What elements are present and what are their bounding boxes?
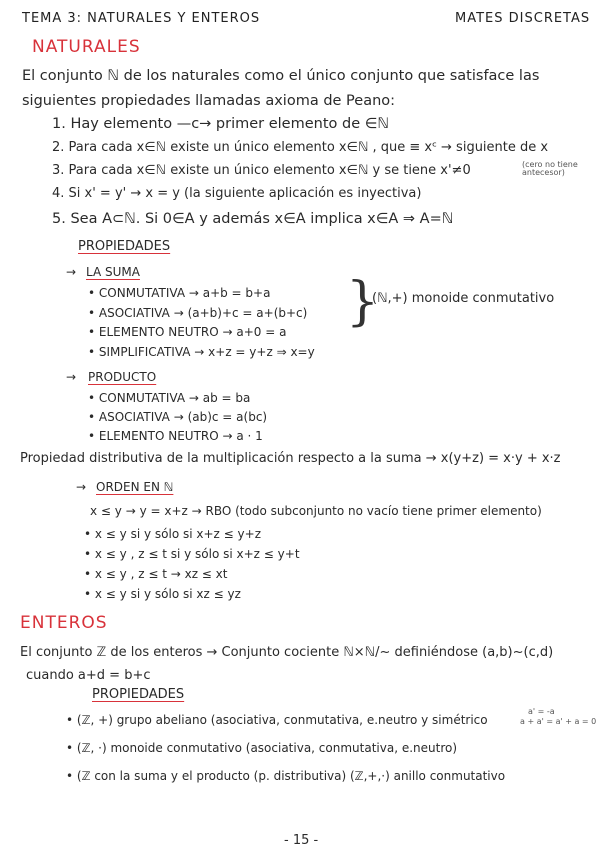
axiom-3: 3. Para cada x∈ℕ existe un único elemento x∈ℕ y se tiene x'≠0: [52, 163, 471, 178]
enteros-anillo: • (ℤ con la suma y el producto (p. distributiva) (ℤ,+,·) anillo conmutativo: [66, 769, 506, 783]
axiom-2: 2. Para cada x∈ℕ existe un único elemento x∈ℕ , que ≡ xᶜ → siguiente de x: [52, 140, 549, 155]
axiom-1: 1. Hay elemento —c→ primer elemento de ∈ℕ: [52, 116, 389, 132]
naturales-intro-line-2: siguientes propiedades llamadas axioma de Peano:: [22, 93, 396, 109]
suma-elemento-neutro: • ELEMENTO NEUTRO → a+0 = a: [88, 325, 287, 339]
simetrico-note-2: a + a' = a' + a = 0: [520, 717, 597, 726]
axiom-5: 5. Sea A⊂ℕ. Si 0∈A y además x∈A implica x∈A ⇒ A=ℕ: [52, 211, 454, 227]
enteros-grupo-abeliano: • (ℤ, +) grupo abeliano (asociativa, conmutativa, e.neutro y simétrico: [66, 713, 488, 727]
naturales-intro-line-1: El conjunto ℕ de los naturales como el único conjunto que satisface las: [22, 68, 540, 84]
producto-conmutativa: • CONMUTATIVA → ab = ba: [88, 391, 251, 405]
propiedad-distributiva: Propiedad distributiva de la multiplicación respecto a la suma → x(y+z) = x·y + x·z: [20, 451, 561, 466]
producto-elemento-neutro: • ELEMENTO NEUTRO → a · 1: [88, 429, 263, 443]
enteros-monoide: • (ℤ, ·) monoide conmutativo (asociativa, conmutativa, e.neutro): [66, 741, 458, 755]
page-number: - 15 -: [284, 833, 319, 848]
producto-heading-arrow: →: [66, 370, 77, 384]
axiom-4: 4. Si x' = y' → x = y (la siguiente aplicación es inyectiva): [52, 186, 422, 201]
enteros-relacion: cuando a+d = b+c: [26, 668, 151, 683]
orden-heading: ORDEN EN ℕ: [96, 480, 174, 494]
orden-propiedad-1: • x ≤ y si y sólo si x+z ≤ y+z: [84, 527, 261, 541]
suma-monoide-label: (ℕ,+) monoide conmutativo: [372, 291, 555, 306]
orden-propiedad-3: • x ≤ y , z ≤ t → xz ≤ xt: [84, 567, 228, 581]
orden-propiedad-4: • x ≤ y si y sólo si xz ≤ yz: [84, 587, 241, 601]
enteros-definicion: El conjunto ℤ de los enteros → Conjunto cociente ℕ×ℕ/~ definiéndose (a,b)~(c,d): [20, 645, 554, 660]
header-topic: TEMA 3: NATURALES Y ENTEROS: [22, 11, 261, 26]
propiedades-heading-enteros: PROPIEDADES: [92, 687, 185, 702]
suma-brace: }: [346, 272, 380, 332]
suma-conmutativa: • CONMUTATIVA → a+b = b+a: [88, 286, 271, 300]
axiom-3-note: (cero no tiene antecesor): [522, 160, 578, 178]
propiedades-heading-naturales: PROPIEDADES: [78, 239, 171, 254]
suma-asociativa: • ASOCIATIVA → (a+b)+c = a+(b+c): [88, 306, 308, 320]
suma-simplificativa: • SIMPLIFICATIVA → x+z = y+z ⇒ x=y: [88, 345, 315, 359]
suma-heading-arrow: →: [66, 265, 77, 279]
simetrico-note-1: a' = -a: [528, 707, 555, 716]
orden-definicion: x ≤ y → y = x+z → RBO (todo subconjunto no vacío tiene primer elemento): [90, 504, 542, 518]
orden-heading-arrow: →: [76, 480, 87, 494]
producto-heading: PRODUCTO: [88, 370, 157, 384]
section-title-naturales: NATURALES: [32, 37, 141, 57]
orden-propiedad-2: • x ≤ y , z ≤ t si y sólo si x+z ≤ y+t: [84, 547, 300, 561]
section-title-enteros: ENTEROS: [20, 613, 108, 633]
producto-asociativa: • ASOCIATIVA → (ab)c = a(bc): [88, 410, 268, 424]
header-subject: MATES DISCRETAS: [455, 11, 591, 26]
suma-heading: LA SUMA: [86, 265, 140, 279]
